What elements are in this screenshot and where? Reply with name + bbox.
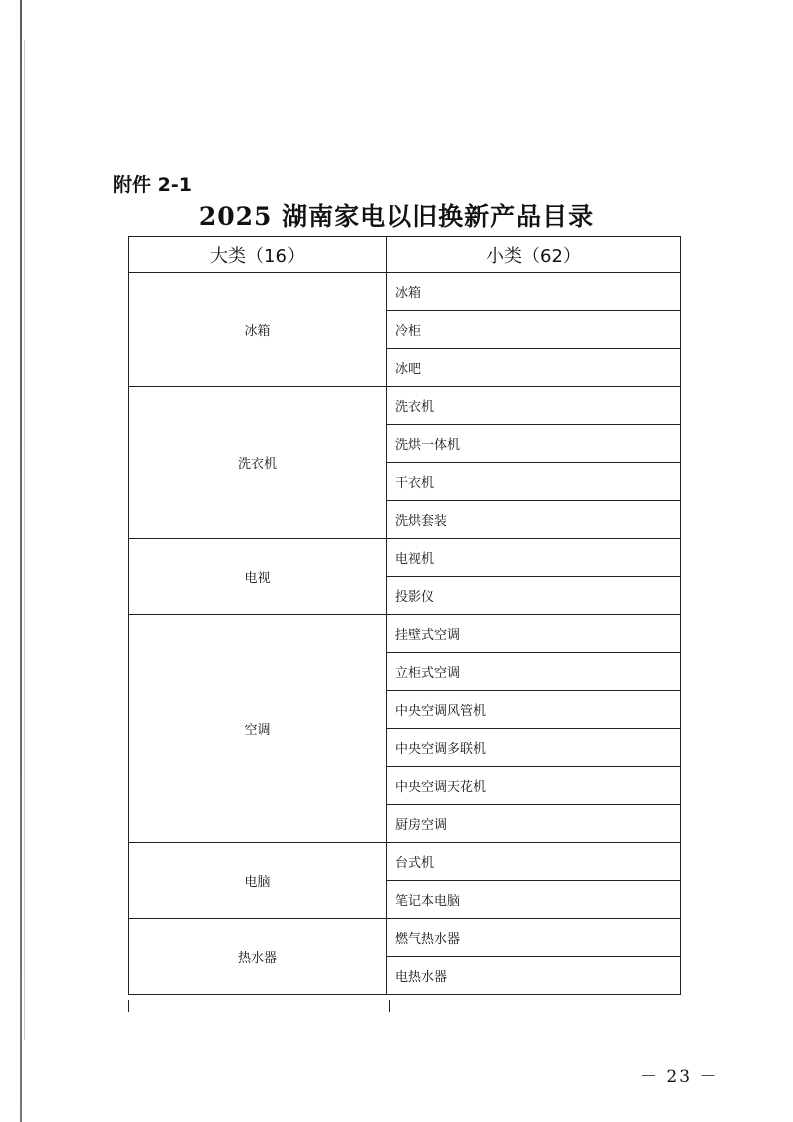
major-category-cell: 电视 — [129, 539, 387, 615]
minor-category-cell: 笔记本电脑 — [387, 881, 681, 919]
major-category-cell: 空调 — [129, 615, 387, 843]
minor-category-cell: 冰箱 — [387, 273, 681, 311]
minor-category-cell: 燃气热水器 — [387, 919, 681, 957]
minor-category-cell: 冰吧 — [387, 349, 681, 387]
attachment-label: 附件 2-1 — [113, 174, 192, 196]
minor-category-cell: 电热水器 — [387, 957, 681, 995]
table-row — [129, 387, 681, 425]
minor-category-cell: 投影仪 — [387, 577, 681, 615]
table-row — [129, 615, 681, 653]
minor-category-cell: 中央空调风管机 — [387, 691, 681, 729]
minor-category-cell: 冷柜 — [387, 311, 681, 349]
minor-category-cell: 中央空调多联机 — [387, 729, 681, 767]
minor-category-cell: 台式机 — [387, 843, 681, 881]
major-category-cell: 冰箱 — [129, 273, 387, 387]
major-category-cell: 热水器 — [129, 919, 387, 995]
table-continuation — [128, 1000, 390, 1012]
document-title: 2025 湖南家电以旧换新产品目录 — [198, 202, 595, 231]
header-minor-category: 小类（62） — [387, 237, 681, 273]
minor-category-cell: 电视机 — [387, 539, 681, 577]
header-major-category: 大类（16） — [129, 237, 387, 273]
minor-category-cell: 洗烘套装 — [387, 501, 681, 539]
scan-edge-line-faint — [24, 40, 25, 1040]
page-number: － 23 － — [640, 1067, 719, 1087]
product-catalog-table — [128, 236, 681, 995]
table-row — [129, 843, 681, 881]
table-row — [129, 539, 681, 577]
minor-category-cell: 干衣机 — [387, 463, 681, 501]
major-category-cell: 电脑 — [129, 843, 387, 919]
minor-category-cell: 洗衣机 — [387, 387, 681, 425]
table-body — [129, 273, 681, 995]
table-row — [129, 919, 681, 957]
minor-category-cell: 中央空调天花机 — [387, 767, 681, 805]
scan-edge-line — [20, 0, 22, 1122]
minor-category-cell: 立柜式空调 — [387, 653, 681, 691]
table-row — [129, 273, 681, 311]
minor-category-cell: 挂壁式空调 — [387, 615, 681, 653]
minor-category-cell: 厨房空调 — [387, 805, 681, 843]
major-category-cell: 洗衣机 — [129, 387, 387, 539]
table-header-row — [129, 237, 681, 273]
minor-category-cell: 洗烘一体机 — [387, 425, 681, 463]
